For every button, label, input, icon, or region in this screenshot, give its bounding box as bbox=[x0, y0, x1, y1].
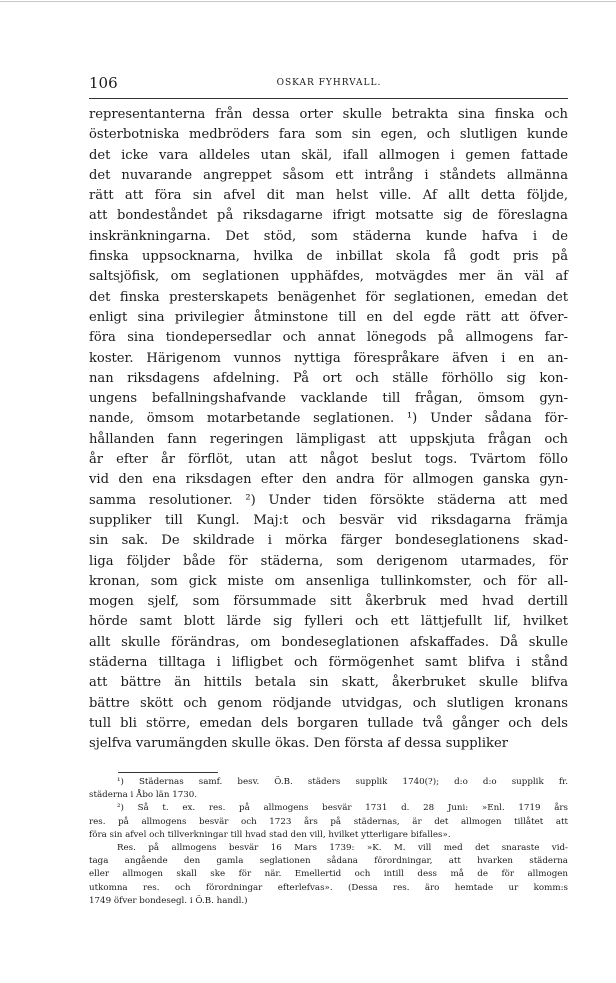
scan-edge-line bbox=[0, 1, 616, 2]
body-line: hållanden fann regeringen lämpligast att uppskjuta frågan och bbox=[89, 431, 568, 447]
footnote-line: städerna i Åbo län 1730. bbox=[89, 790, 198, 801]
body-line: representanterna från dessa orter skulle betrakta sina finska och bbox=[89, 107, 568, 122]
body-line: samma resolutioner. ²) Under tiden försökte städerna att med bbox=[89, 492, 568, 508]
body-line: sin sak. De skildrade i mörka färger bondeseglationens skad- bbox=[89, 533, 568, 549]
body-line: liga följder både för städerna, som derigenom utarmades, för bbox=[89, 553, 568, 569]
body-line: nan riksdagens afdelning. På ort och ställe förhöllo sig kon- bbox=[89, 370, 568, 386]
body-line: kronan, som gick miste om ansenliga tullinkomster, och för all- bbox=[89, 573, 568, 589]
body-line: det icke vara alldeles utan skäl, ifall allmogen i gemen fattade bbox=[89, 147, 568, 163]
body-text bbox=[89, 105, 568, 755]
body-line: mogen sjelf, som försummade sitt åkerbruk med hvad dertill bbox=[89, 594, 568, 610]
footnote-line: res. på allmogens besvär och 1723 års på städernas, är det allmogen tillåtet att bbox=[89, 816, 568, 827]
body-line: vid den ena riksdagen efter den andra för allmogen ganska gyn- bbox=[89, 472, 568, 488]
body-line: österbotniska medbröders fara som sin egen, och slutligen kunde bbox=[89, 127, 568, 143]
body-line: föra sina tiondepersedlar och annat lönegods på allmogens far- bbox=[89, 330, 568, 346]
body-line: att bondeståndet på riksdagarne ifrigt motsatte sig de föreslagna bbox=[89, 208, 568, 224]
footnote-line: ¹) Städernas samf. besv. Ö.B. städers supplik 1740(?); d:o d:o supplik fr. bbox=[117, 777, 568, 787]
footnote-line: Res. på allmogens besvär 16 Mars 1739: »K. M. vill med det snaraste vid- bbox=[117, 843, 568, 854]
body-line: nande, ömsom motarbetande seglationen. ¹) Under sådana för- bbox=[89, 411, 568, 427]
footnote-line: taga angående den gamla seglationen sådana förordningar, att hvarken städerna bbox=[89, 856, 568, 867]
footnote-line: 1749 öfver bondesegl. i Ö.B. handl.) bbox=[89, 895, 248, 906]
body-line: suppliker till Kungl. Maj:t och besvär vid riksdagarna främja bbox=[89, 512, 568, 528]
footnotes bbox=[89, 776, 568, 908]
page-number: 106 bbox=[89, 74, 118, 92]
body-line: ungens befallningshafvande vacklande till frågan, ömsom gyn- bbox=[89, 391, 568, 407]
running-head: OSKAR FYHRVALL. bbox=[276, 78, 382, 88]
body-line: sjelfva varumängden skulle ökas. Den första af dessa suppliker bbox=[89, 736, 508, 752]
body-line: allt skulle förändras, om bondeseglationen afskaffades. Då skulle bbox=[89, 634, 568, 650]
body-line: rätt att föra sin afvel dit man helst ville. Af allt detta följde, bbox=[89, 188, 568, 204]
body-line: år efter år förflöt, utan att något beslut togs. Tvärtom föllo bbox=[89, 452, 568, 468]
page-header bbox=[89, 74, 568, 92]
body-line: koster. Härigenom vunnos nyttiga förespråkare äfven i en an- bbox=[89, 350, 568, 366]
body-line: bättre skött och genom rödjande utvidgas, och slutligen kronans bbox=[89, 695, 568, 711]
body-line: det nuvarande angreppet såsom ett intrång i ståndets allmänna bbox=[89, 167, 568, 183]
body-line: det finska presterskapets benägenhet för seglationen, emedan det bbox=[89, 289, 568, 305]
body-line: enligt sina privilegier åtminstone till en del egde rätt att öfver- bbox=[89, 309, 568, 325]
body-line: inskränkningarna. Det stöd, som städerna kunde hafva i de bbox=[89, 228, 568, 244]
body-line: att bättre än hittils betala sin skatt, åkerbruket skulle blifva bbox=[89, 675, 568, 691]
footnote-line: ²) Så t. ex. res. på allmogens besvär 1731 d. 28 Juni: »Enl. 1719 års bbox=[117, 803, 568, 814]
body-line: finska uppsocknarna, hvilka de inbillat skola få godt pris på bbox=[89, 249, 568, 265]
body-line: tull bli större, emedan dels borgaren tullade två gånger och dels bbox=[89, 715, 568, 731]
footnote-line: föra sin afvel och tillverkningar till hvad stad den vill, hvilket ytterligare bifalles». bbox=[89, 829, 451, 840]
body-line: städerna tilltaga i lifligbet och förmögenhet samt blifva i stånd bbox=[89, 655, 568, 671]
body-line: hörde samt blott lärde sig fylleri och ett lättjefullt lif, hvilket bbox=[89, 614, 568, 630]
footnote-line: utkomna res. och förordningar efterlefvas». (Dessa res. äro hemtade ur komm:s bbox=[89, 882, 568, 893]
footnote-rule bbox=[118, 772, 218, 773]
header-rule bbox=[89, 98, 568, 99]
footnote-line: eller allmogen skall ske för när. Emellertid och intill dess må de för allmogen bbox=[89, 869, 568, 880]
body-line: saltsjöfisk, om seglationen upphäfdes, motvägdes mer än väl af bbox=[89, 269, 568, 285]
